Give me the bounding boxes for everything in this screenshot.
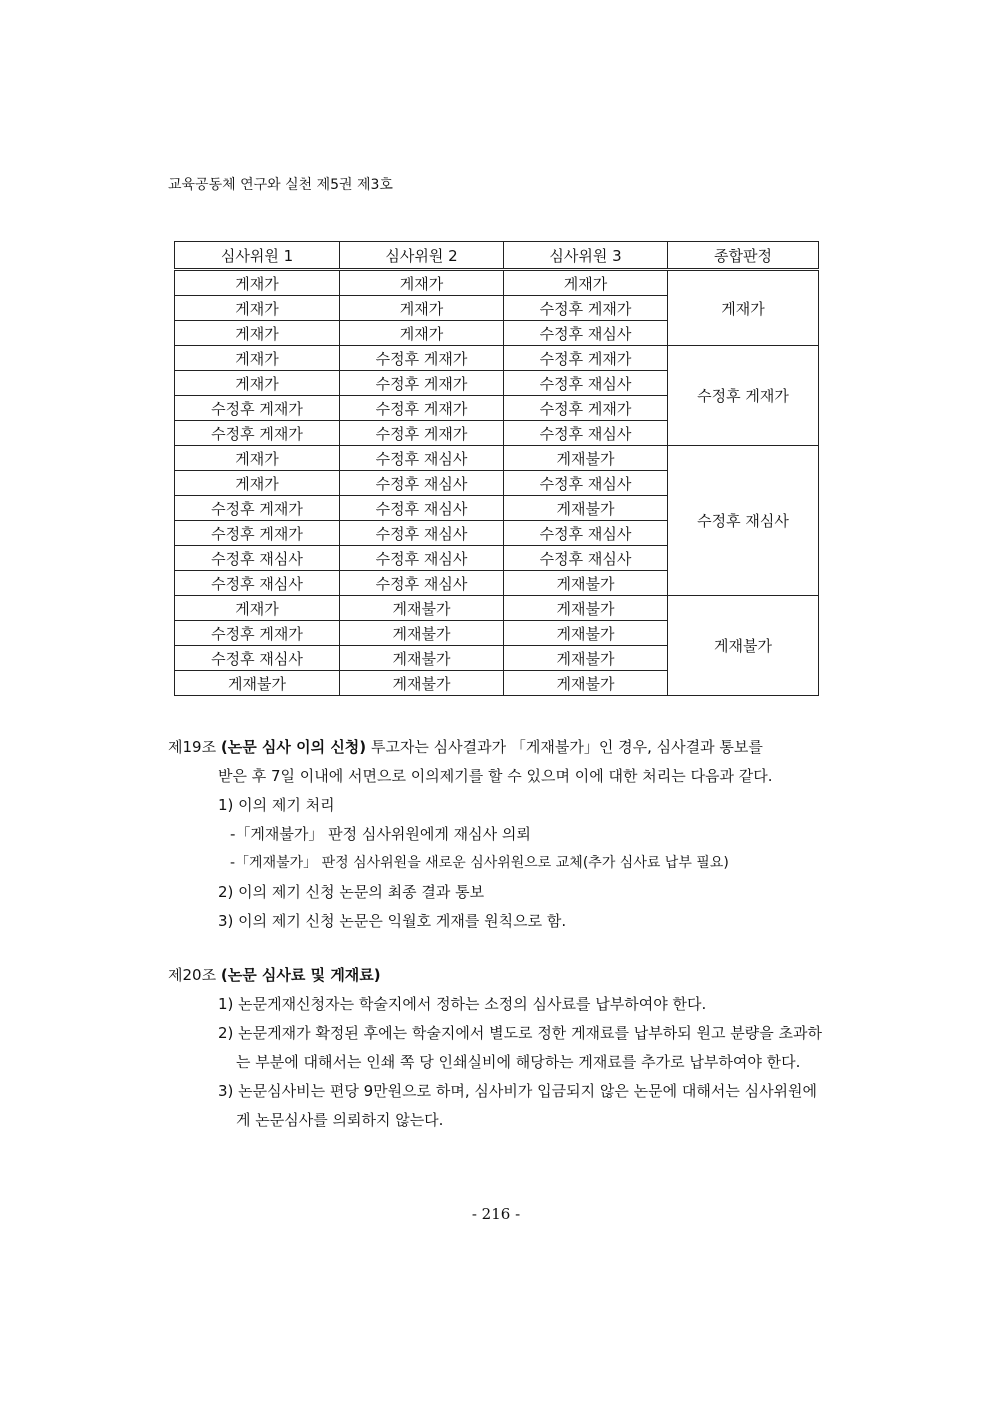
article-intro-continuation: 받은 후 7일 이내에 서면으로 이의제기를 할 수 있으며 이에 대한 처리는 다음과 같다. xyxy=(218,767,773,785)
table-cell: 게재불가 xyxy=(340,596,504,621)
table-cell: 게재불가 xyxy=(504,596,668,621)
table-cell: 게재불가 xyxy=(340,671,504,696)
table-cell: 게재가 xyxy=(175,371,340,396)
table-cell: 게재가 xyxy=(175,270,340,296)
table-cell: 수정후 재심사 xyxy=(340,471,504,496)
table-row xyxy=(175,446,819,471)
table-cell: 수정후 재심사 xyxy=(504,521,668,546)
table-cell: 수정후 재심사 xyxy=(340,546,504,571)
table-cell: 게재가 xyxy=(504,270,668,296)
list-item: 1) 논문게재신청자는 학술지에서 정하는 소정의 심사료를 납부하여야 한다. xyxy=(218,995,707,1013)
list-item: 3) 논문심사비는 편당 9만원으로 하며, 심사비가 입금되지 않은 논문에 대해서는 심사위원에게 논문심사를 의뢰하지 않는다. xyxy=(218,1082,818,1129)
table-cell: 게재불가 xyxy=(504,646,668,671)
article-20-heading xyxy=(168,961,828,990)
list-item: 1) 이의 제기 처리 xyxy=(218,796,335,814)
table-cell: 수정후 재심사 xyxy=(504,471,668,496)
table-cell: 수정후 게재가 xyxy=(175,421,340,446)
page-number: - 216 - xyxy=(471,1205,521,1223)
table-cell: 수정후 재심사 xyxy=(340,446,504,471)
table-row xyxy=(175,270,819,296)
table-cell: 게재가 xyxy=(175,296,340,321)
column-header: 심사위원 2 xyxy=(340,242,504,270)
article-20 xyxy=(168,961,828,1135)
table-cell: 수정후 게재가 xyxy=(175,496,340,521)
list-item: 2) 이의 제기 신청 논문의 최종 결과 통보 xyxy=(218,883,485,901)
article-19 xyxy=(168,733,828,936)
table-cell: 게재불가 xyxy=(504,446,668,471)
article-number: 제19조 xyxy=(168,738,217,756)
article-title: (논문 심사료 및 게재료) xyxy=(220,966,381,984)
verdict-cell: 게재불가 xyxy=(668,596,819,696)
table-cell: 수정후 게재가 xyxy=(504,346,668,371)
table-cell: 수정후 재심사 xyxy=(340,571,504,596)
table-cell: 게재불가 xyxy=(340,646,504,671)
table-cell: 수정후 재심사 xyxy=(340,496,504,521)
verdict-cell: 게재가 xyxy=(668,270,819,346)
table-body xyxy=(175,270,819,696)
article-number: 제20조 xyxy=(168,966,217,984)
verdict-cell: 수정후 재심사 xyxy=(668,446,819,596)
table-cell: 수정후 재심사 xyxy=(175,646,340,671)
article-title: (논문 심사 이의 신청) xyxy=(220,738,367,756)
table-cell: 게재가 xyxy=(175,346,340,371)
table-cell: 수정후 게재가 xyxy=(340,346,504,371)
table-cell: 수정후 재심사 xyxy=(504,546,668,571)
table-cell: 게재불가 xyxy=(504,621,668,646)
table-cell: 게재불가 xyxy=(340,621,504,646)
list-item: 2) 논문게재가 확정된 후에는 학술지에서 별도로 정한 게재료를 납부하되 원고 분량을 초과하는 부분에 대해서는 인쇄 쪽 당 인쇄실비에 해당하는 게재료를 추가로 납부하여야 한다. xyxy=(218,1024,822,1071)
table-cell: 게재가 xyxy=(340,321,504,346)
table-cell: 수정후 재심사 xyxy=(340,521,504,546)
table-cell: 게재불가 xyxy=(504,496,668,521)
table-row xyxy=(175,346,819,371)
review-decision-table xyxy=(174,241,819,696)
table-cell: 수정후 게재가 xyxy=(340,421,504,446)
list-item: 3) 이의 제기 신청 논문은 익월호 게재를 원칙으로 함. xyxy=(218,912,567,930)
table-cell: 수정후 게재가 xyxy=(175,396,340,421)
table-cell: 수정후 게재가 xyxy=(340,371,504,396)
table-cell: 수정후 게재가 xyxy=(504,396,668,421)
table-cell: 수정후 게재가 xyxy=(175,621,340,646)
table-cell: 수정후 재심사 xyxy=(504,321,668,346)
table-cell: 게재가 xyxy=(175,471,340,496)
column-header: 심사위원 1 xyxy=(175,242,340,270)
running-header: 교육공동체 연구와 실천 제5권 제3호 xyxy=(168,177,393,193)
table-cell: 게재가 xyxy=(175,446,340,471)
table-cell: 게재불가 xyxy=(175,671,340,696)
table-cell: 수정후 게재가 xyxy=(504,296,668,321)
table-cell: 게재불가 xyxy=(504,571,668,596)
column-header: 종합판정 xyxy=(668,242,819,270)
table-header-row xyxy=(175,242,819,270)
article-19-heading xyxy=(168,733,828,762)
article-intro: 투고자는 심사결과가 「게재불가」인 경우, 심사결과 통보를 xyxy=(366,738,763,756)
table-cell: 수정후 게재가 xyxy=(340,396,504,421)
table-cell: 수정후 재심사 xyxy=(504,421,668,446)
verdict-cell: 수정후 게재가 xyxy=(668,346,819,446)
table-cell: 수정후 게재가 xyxy=(175,521,340,546)
table-cell: 게재가 xyxy=(340,296,504,321)
table-cell: 게재불가 xyxy=(504,671,668,696)
table-cell: 수정후 재심사 xyxy=(175,571,340,596)
table-cell: 게재가 xyxy=(175,596,340,621)
table-cell: 게재가 xyxy=(340,270,504,296)
table-cell: 수정후 재심사 xyxy=(504,371,668,396)
column-header: 심사위원 3 xyxy=(504,242,668,270)
table-cell: 수정후 재심사 xyxy=(175,546,340,571)
list-item: -「게재불가」 판정 심사위원을 새로운 심사위원으로 교체(추가 심사료 납부 필요) xyxy=(230,855,729,871)
table-row xyxy=(175,596,819,621)
table-cell: 게재가 xyxy=(175,321,340,346)
list-item: -「게재불가」 판정 심사위원에게 재심사 의뢰 xyxy=(230,825,531,843)
